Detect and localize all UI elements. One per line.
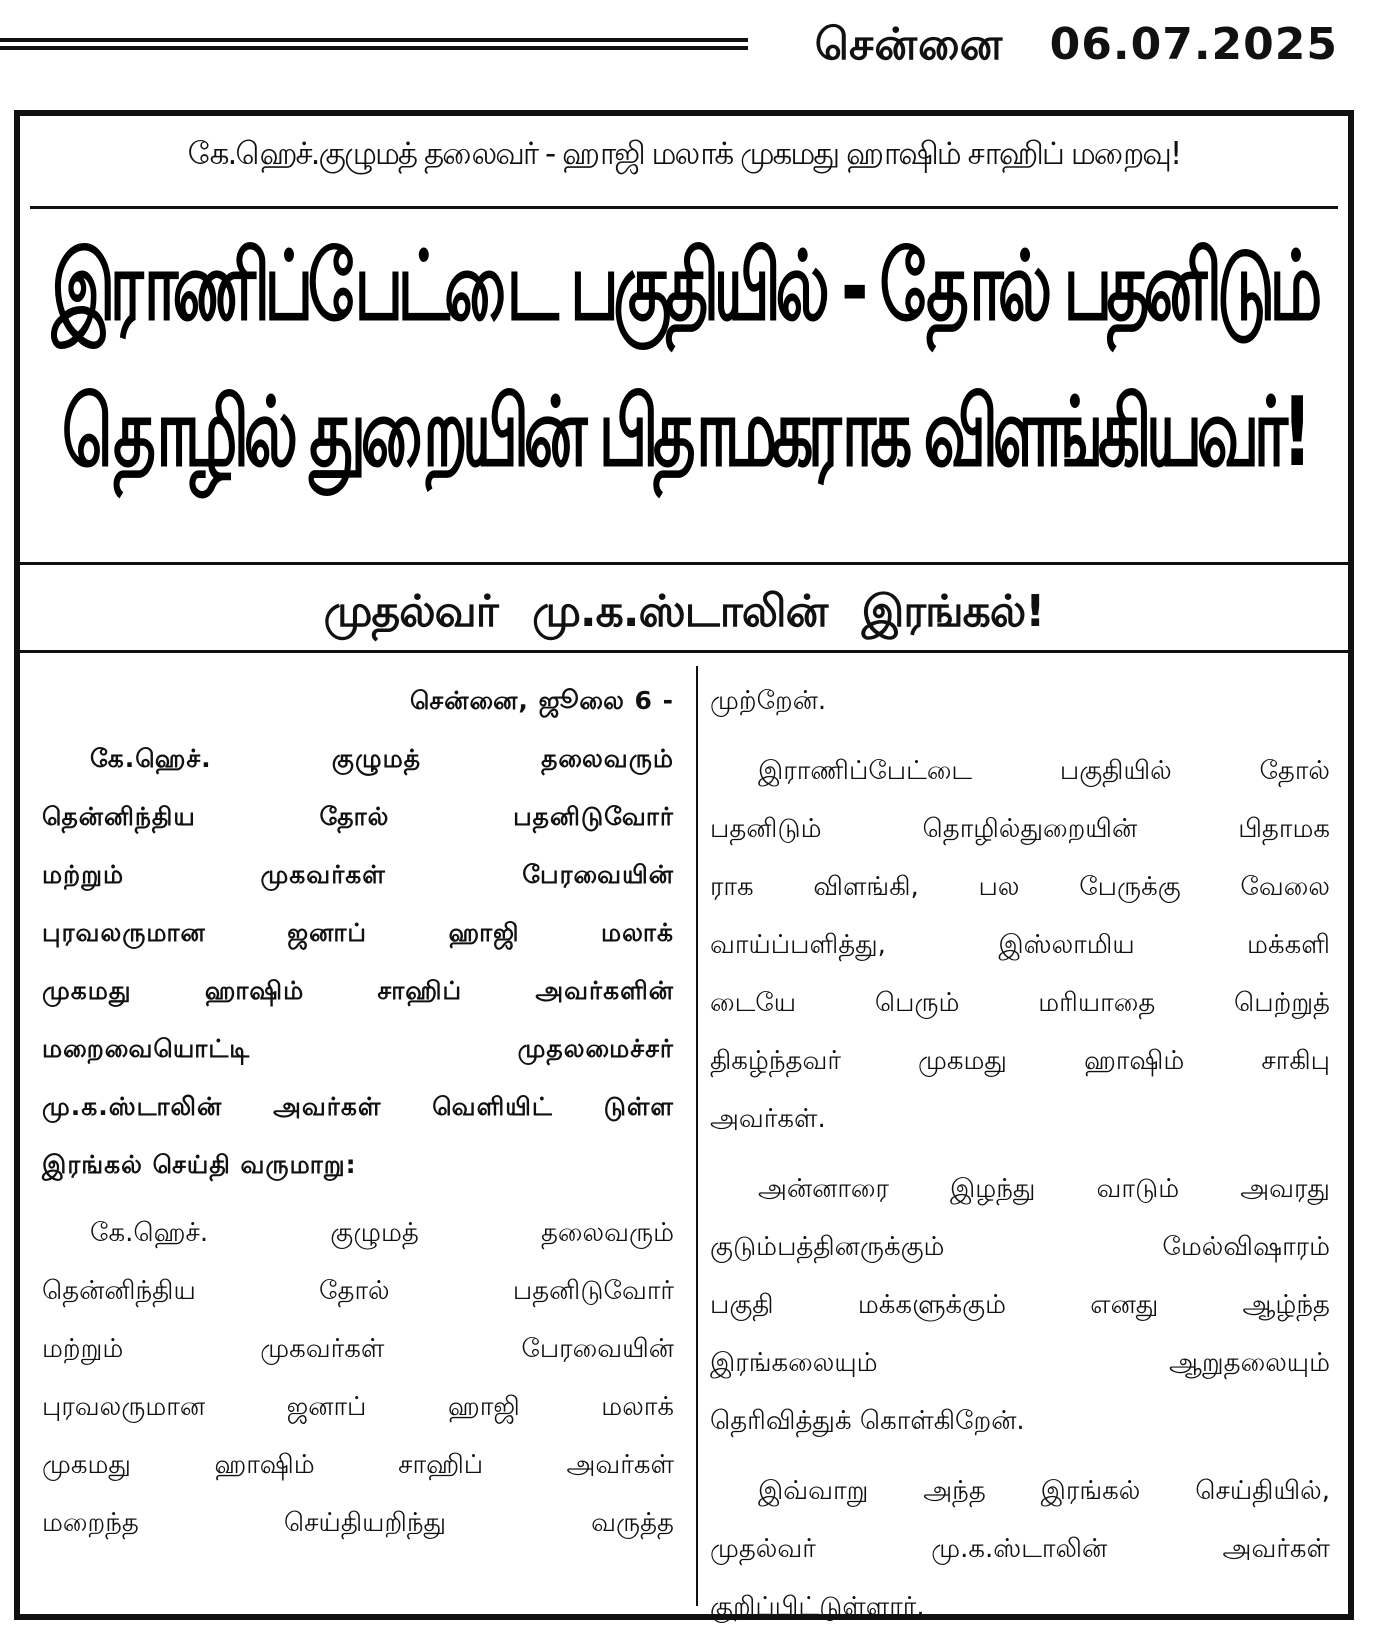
word: குழுமத் <box>330 1218 419 1248</box>
word: அவர்கள். <box>710 1104 826 1134</box>
kicker: கே.ஹெச்.குழுமத் தலைவர் - ஹாஜி மலாக் முகமது ஹாஷிம் சாஹிப் மறைவு! <box>187 136 1181 172</box>
masthead <box>0 14 1374 76</box>
left-body-paragraph <box>42 1204 674 1552</box>
text-line <box>710 742 1330 800</box>
headline <box>20 214 1348 506</box>
word: மு.க.ஸ்டாலின் <box>42 1092 223 1121</box>
text-line <box>42 730 674 788</box>
text-line <box>710 1334 1330 1392</box>
word: பேரவையின் <box>521 1334 674 1364</box>
text-line <box>710 800 1330 858</box>
word: தொழில்துறையின் <box>922 814 1138 844</box>
text-line <box>710 1392 1330 1450</box>
subhead-divider <box>20 650 1348 653</box>
word: மு.க.ஸ்டாலின் <box>931 1534 1108 1564</box>
word: பேரவையின் <box>522 860 674 889</box>
word: டையே <box>710 988 797 1018</box>
text-line <box>710 1032 1330 1090</box>
word: ஜனாப் <box>287 918 368 947</box>
text-line <box>710 1160 1330 1218</box>
word: பிதாமக <box>1238 814 1330 844</box>
word: தோல் <box>319 802 390 831</box>
word: இரங்கலையும் <box>710 1348 878 1378</box>
text-line <box>42 904 674 962</box>
text-line <box>710 1218 1330 1276</box>
word: முகவர்கள் <box>260 860 386 889</box>
word: முற்றேன். <box>710 686 827 716</box>
headline-line-1: இராணிப்பேட்டை பகுதியில் - தோல் பதனிடும் <box>51 230 1317 343</box>
word: புரவலருமான <box>42 918 206 947</box>
text-line <box>710 1462 1330 1520</box>
word: அவர்கள் <box>273 1092 382 1121</box>
word: அவரது <box>1240 1174 1330 1204</box>
word: முகமது <box>917 1046 1007 1076</box>
word: முதல்வர் <box>710 1534 816 1564</box>
word: பேருக்கு <box>1079 872 1181 902</box>
word: தோல் <box>1259 756 1330 786</box>
text-line <box>710 916 1330 974</box>
word: தலைவரும் <box>540 1218 674 1248</box>
word: குடும்பத்தினருக்கும் <box>710 1232 945 1262</box>
text-line <box>42 1204 674 1262</box>
word: கே.ஹெச். <box>90 1218 209 1248</box>
word: குறிப்பிட்டுள்ளார். <box>710 1592 925 1622</box>
text-line <box>710 672 1330 730</box>
word: செய்தியில், <box>1195 1476 1330 1506</box>
word: ஹாஜி <box>447 1392 520 1422</box>
word: தோல் <box>319 1276 390 1306</box>
word: சாஹிப் <box>398 1450 484 1480</box>
text-line <box>42 1078 674 1136</box>
word: மரியாதை <box>1038 988 1156 1018</box>
word: கே.ஹெச். <box>90 744 212 773</box>
article-dateline: சென்னை, ஜூலை 6 - <box>409 686 674 715</box>
word: மலாக் <box>601 918 674 947</box>
word: இழந்து <box>950 1174 1036 1204</box>
word: பதனிடும் <box>710 814 822 844</box>
word: ஆறுதலையும் <box>1169 1348 1330 1378</box>
word: குழுமத் <box>331 744 421 773</box>
word: பெரும் <box>874 988 960 1018</box>
word: சாகிபு <box>1261 1046 1330 1076</box>
word: மக்களுக்கும் <box>857 1290 1007 1320</box>
subhead: முதல்வர் மு.க.ஸ்டாலின் இரங்கல்! <box>323 586 1045 637</box>
text-line <box>42 1494 674 1552</box>
word: இவ்வாறு <box>758 1476 869 1506</box>
word: பெற்றுத் <box>1234 988 1330 1018</box>
word: அவர்களின் <box>535 976 674 1005</box>
masthead-city: சென்னை <box>814 19 1004 70</box>
headline-line-2: தொழில் துறையின் பிதாமகராக விளங்கியவர்! <box>61 376 1307 489</box>
text-line <box>42 788 674 846</box>
word: விளங்கி, <box>813 872 919 902</box>
word: தலைவரும் <box>541 744 674 773</box>
word: மலாக் <box>601 1392 674 1422</box>
word: அன்னாரை <box>758 1174 889 1204</box>
word: மக்களி <box>1247 930 1330 960</box>
word: புரவலருமான <box>42 1392 206 1422</box>
word: இரங்கல் <box>1040 1476 1141 1506</box>
word: பதனிடுவோர் <box>513 802 674 831</box>
right-column <box>710 672 1330 1636</box>
word: ஹாஷிம் <box>204 976 305 1005</box>
word: இரங்கல் செய்தி வருமாறு: <box>42 1150 357 1179</box>
word: மேல்விஷாரம் <box>1162 1232 1330 1262</box>
word: தென்னிந்திய <box>42 802 196 831</box>
word: மற்றும் <box>42 1334 124 1364</box>
text-line <box>710 1578 1330 1636</box>
text-line <box>710 1090 1330 1148</box>
text-line <box>42 1436 674 1494</box>
word: ராக <box>710 872 754 902</box>
text-line <box>42 1136 674 1194</box>
word: ஹாஷிம் <box>214 1450 315 1480</box>
word: மறைவையொட்டி <box>42 1034 251 1063</box>
text-line <box>710 974 1330 1032</box>
word: ஹாஷிம் <box>1083 1046 1185 1076</box>
word: டுள்ள <box>603 1092 674 1121</box>
text-line <box>710 858 1330 916</box>
word: பல <box>978 872 1020 902</box>
word: சாஹிப் <box>377 976 463 1005</box>
word: திகழ்ந்தவர் <box>710 1046 841 1076</box>
word: வேலை <box>1240 872 1330 902</box>
right-body-text <box>710 672 1330 1636</box>
left-column <box>42 672 674 1552</box>
word: வெளியிட் <box>432 1092 553 1121</box>
word: பகுதியில் <box>1059 756 1172 786</box>
word: ஜனாப் <box>286 1392 367 1422</box>
word: வாய்ப்பளித்து, <box>710 930 886 960</box>
headline-divider <box>20 562 1348 565</box>
word: செய்தியறிந்து <box>283 1508 447 1538</box>
masthead-rules <box>0 38 748 56</box>
word: தென்னிந்திய <box>42 1276 196 1306</box>
article-box <box>14 110 1354 1620</box>
word: முகமது <box>42 976 132 1005</box>
text-line <box>710 1276 1330 1334</box>
word: முகவர்கள் <box>260 1334 385 1364</box>
text-line <box>42 1262 674 1320</box>
text-line <box>42 962 674 1020</box>
masthead-dateline <box>815 14 1338 76</box>
lead-paragraph <box>42 730 674 1194</box>
text-line <box>42 846 674 904</box>
word: எனது <box>1090 1290 1159 1320</box>
column-divider <box>696 666 698 1606</box>
text-line <box>42 1378 674 1436</box>
text-line <box>42 1320 674 1378</box>
word: வருத்த <box>591 1508 674 1538</box>
word: இராணிப்பேட்டை <box>758 756 973 786</box>
word: வாடும் <box>1096 1174 1180 1204</box>
word: மறைந்த <box>42 1508 139 1538</box>
word: அவர்கள் <box>566 1450 674 1480</box>
word: முதலமைச்சர் <box>517 1034 674 1063</box>
word: பகுதி <box>710 1290 774 1320</box>
text-line <box>710 1520 1330 1578</box>
text-line <box>42 1020 674 1078</box>
word: அந்த <box>923 1476 986 1506</box>
word: முகமது <box>42 1450 131 1480</box>
masthead-date: 06.07.2025 <box>1049 19 1338 70</box>
word: இஸ்லாமிய <box>998 930 1135 960</box>
word: பதனிடுவோர் <box>512 1276 674 1306</box>
word: ஹாஜி <box>448 918 520 947</box>
word: ஆழ்ந்த <box>1242 1290 1330 1320</box>
word: தெரிவித்துக் கொள்கிறேன். <box>710 1406 1025 1436</box>
word: மற்றும் <box>42 860 125 889</box>
word: அவர்கள் <box>1222 1534 1330 1564</box>
